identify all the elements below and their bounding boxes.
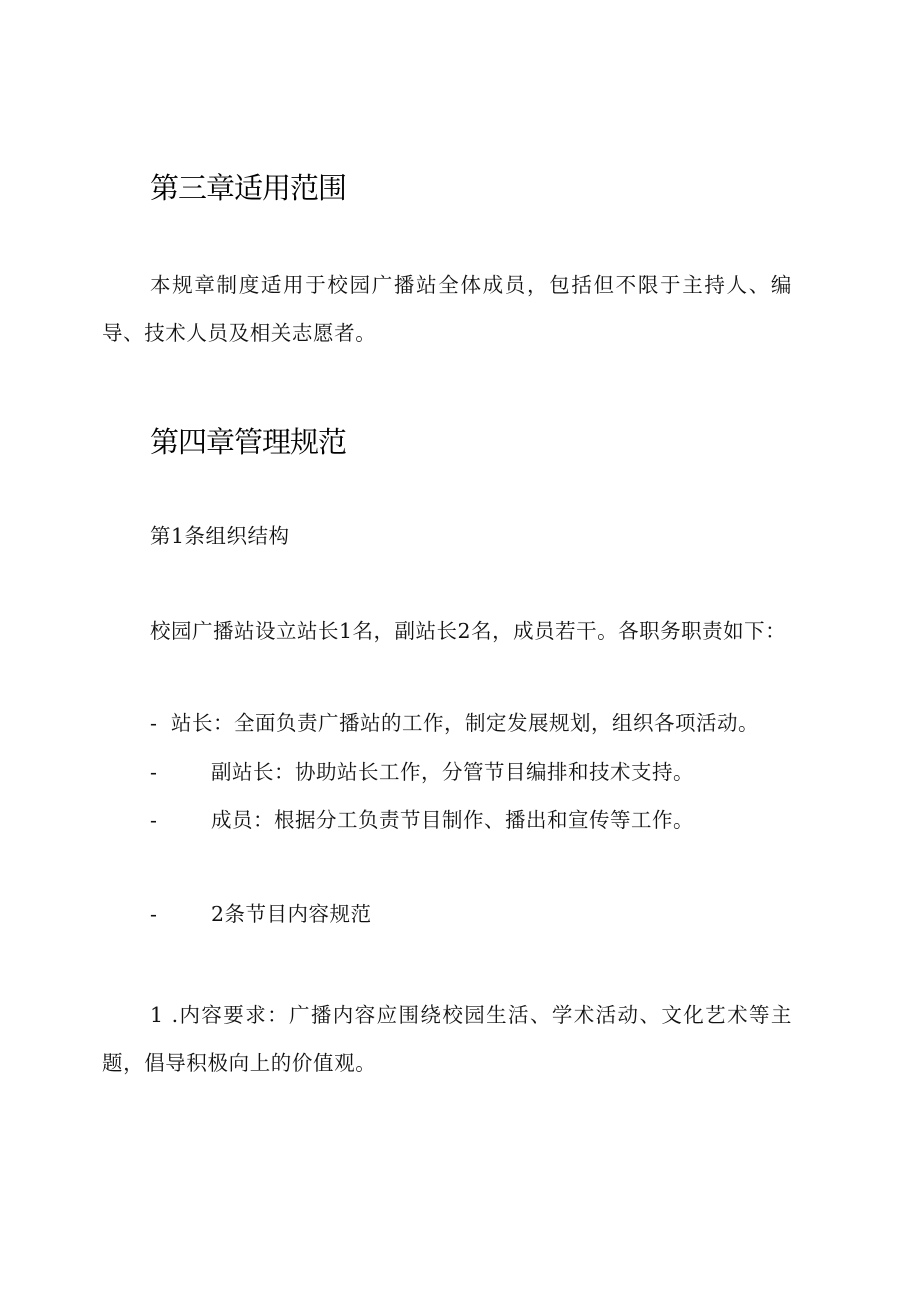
role-deputy-head: 副站长：协助站长工作，分管节目编排和技术支持。	[211, 760, 694, 784]
chapter3-body: 本规章制度适用于校园广播站全体成员，包括但不限于主持人、编导、技术人员及相关志愿者。	[102, 273, 792, 345]
role-member: 成员：根据分工负责节目制作、播出和宣传等工作。	[211, 808, 694, 832]
article1-intro: 校园广播站设立站长1名，副站长2名，成员若干。各职务职责如下：	[150, 619, 787, 643]
article1-title: 第1条组织结构	[150, 524, 290, 548]
chapter3-title: 第三章适用范围	[150, 171, 347, 205]
role-dash-1: -	[150, 711, 157, 735]
role-dash-3: -	[150, 808, 157, 832]
article2-title: 2条节目内容规范	[211, 902, 372, 926]
role-station-head: 站长：全面负责广播站的工作，制定发展规划，组织各项活动。	[171, 711, 759, 735]
chapter4-title: 第四章管理规范	[150, 425, 347, 459]
role-dash-2: -	[150, 760, 157, 784]
article2-dash: -	[150, 902, 157, 926]
content-requirement: 1 .内容要求：广播内容应围绕校园生活、学术活动、文化艺术等主题，倡导积极向上的价值观。	[102, 1003, 792, 1075]
